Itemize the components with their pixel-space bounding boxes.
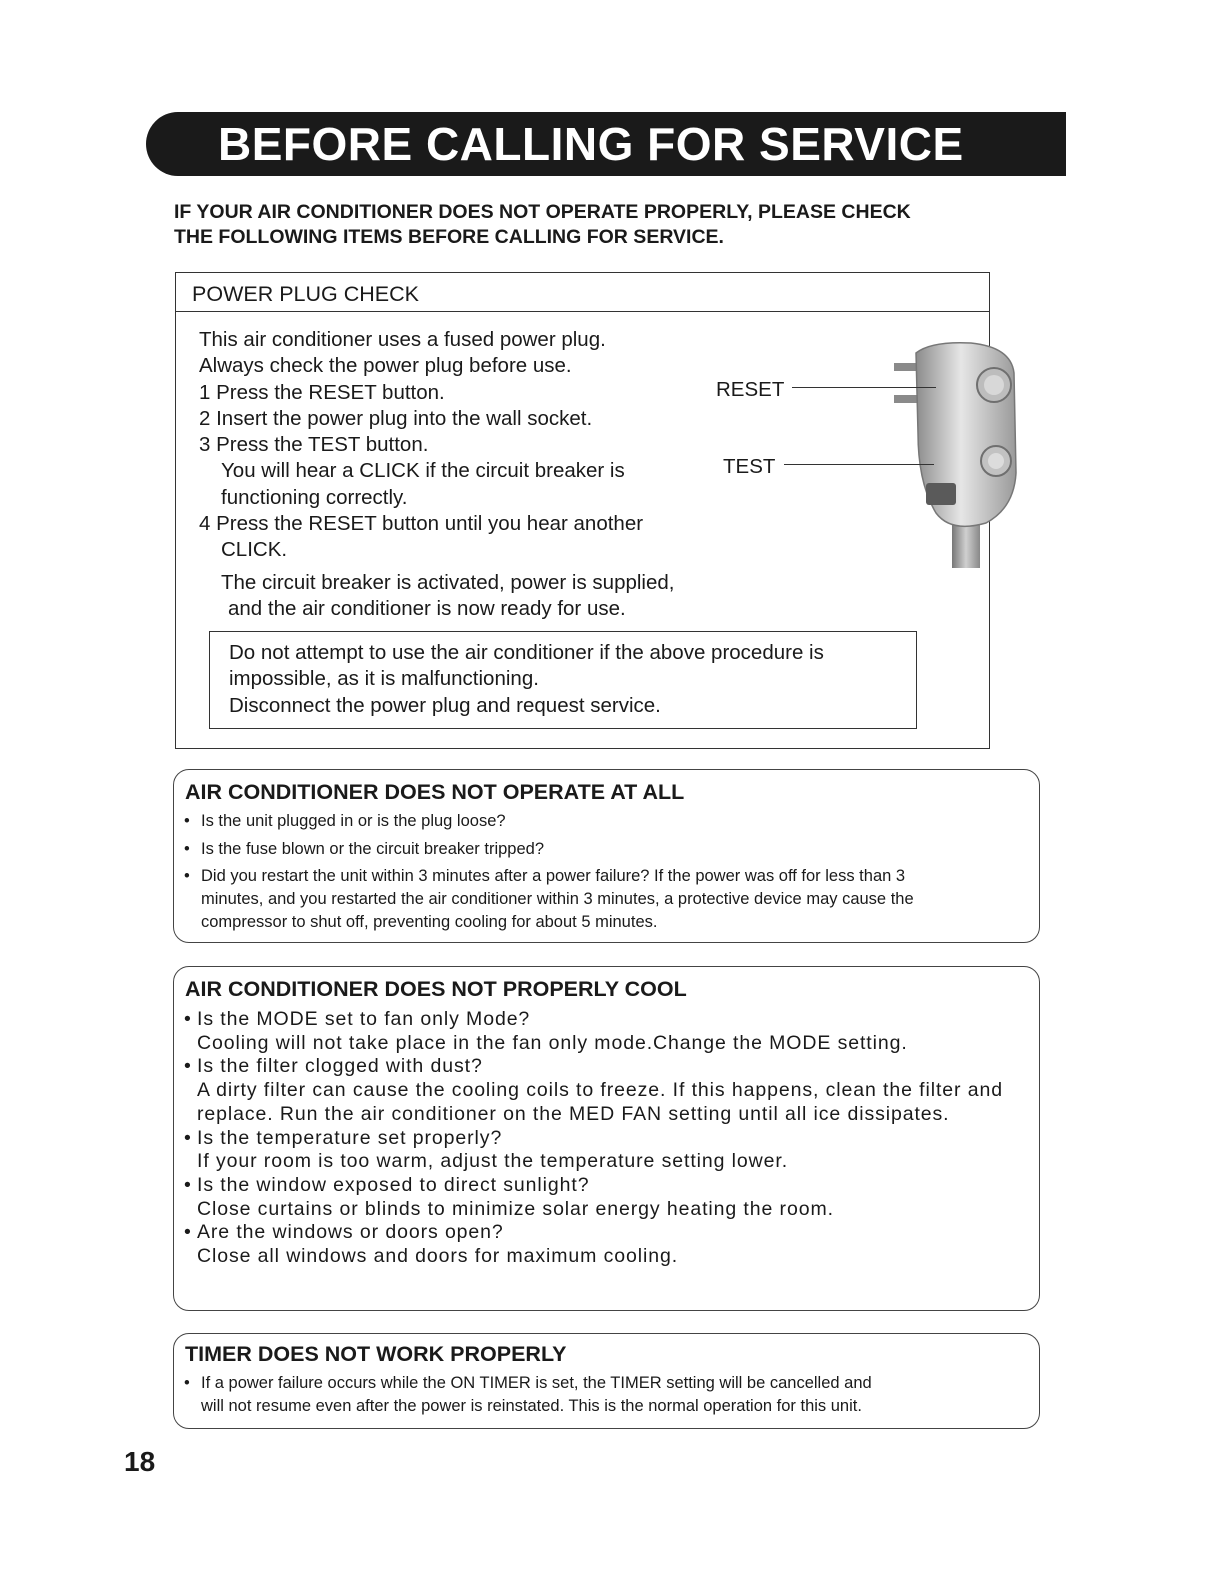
item-text: Is the fuse blown or the circuit breaker tripped? — [201, 839, 545, 858]
intro-line: THE FOLLOWING ITEMS BEFORE CALLING FOR SERVICE. — [174, 226, 724, 248]
power-plug-check-heading: POWER PLUG CHECK — [192, 282, 419, 306]
section-heading: TIMER DOES NOT WORK PROPERLY — [185, 1342, 567, 1366]
item-text: Is the unit plugged in or is the plug loose? — [201, 812, 506, 830]
reset-callout-label: RESET — [716, 378, 785, 401]
item-question: Is the window exposed to direct sunlight? — [197, 1173, 590, 1196]
item-text: compressor to shut off, preventing cooling for about 5 minutes. — [201, 913, 658, 931]
item-question: Is the MODE set to fan only Mode? — [197, 1008, 531, 1030]
title-banner — [146, 112, 1066, 176]
power-plug-instructions — [199, 327, 674, 622]
instruction-line: Always check the power plug before use. — [199, 354, 572, 378]
list-item: • Is the filter clogged with dust? A dirty filter can cause the cooling coils to freeze. If this happens, clean the filter and replace. Run the air conditioner on the MED FAN setting until all ice dissipates. — [184, 1055, 1003, 1125]
item-text: If a power failure occurs while the ON TIMER is set, the TIMER setting will be cancelled and — [201, 1374, 872, 1392]
section-does-not-cool — [173, 966, 1040, 1311]
page-title: BEFORE CALLING FOR SERVICE — [218, 118, 964, 170]
reset-callout-line — [792, 387, 936, 388]
instruction-line: This air conditioner uses a fused power plug. — [199, 328, 606, 351]
list-item: • If a power failure occurs while the ON TIMER is set, the TIMER setting will be cancelled and will not resume even after the power is reinstated. This is the normal operation for this unit. — [184, 1372, 872, 1418]
warning-box — [209, 631, 917, 729]
item-answer: replace. Run the air conditioner on the MED FAN setting until all ice dissipates. — [197, 1102, 950, 1125]
instruction-line: and the air conditioner is now ready for use. — [228, 596, 626, 620]
section-heading: AIR CONDITIONER DOES NOT PROPERLY COOL — [185, 977, 687, 1001]
list-item: • Is the fuse blown or the circuit breaker tripped? — [184, 838, 914, 861]
power-plug-illustration — [876, 333, 1036, 573]
item-text: Did you restart the unit within 3 minutes after a power failure? If the power was off for less than 3 — [201, 867, 906, 885]
power-plug-check-header — [176, 273, 989, 312]
item-answer: If your room is too warm, adjust the temperature setting lower. — [197, 1150, 789, 1173]
instruction-line: CLICK. — [221, 538, 288, 562]
item-answer: Cooling will not take place in the fan only mode.Change the MODE setting. — [197, 1031, 908, 1054]
item-text: will not resume even after the power is reinstated. This is the normal operation for this unit. — [201, 1397, 862, 1415]
instruction-step: 4 Press the RESET button until you hear another — [199, 512, 644, 536]
item-question: Is the filter clogged with dust? — [197, 1055, 483, 1078]
list-item: • Is the unit plugged in or is the plug loose? — [184, 810, 914, 833]
list-item: • Is the window exposed to direct sunlight? Close curtains or blinds to minimize solar energy heating the room. — [184, 1174, 1003, 1221]
warning-line: impossible, as it is malfunctioning. — [229, 667, 539, 691]
checklist — [184, 1008, 1003, 1269]
intro-line: IF YOUR AIR CONDITIONER DOES NOT OPERATE PROPERLY, PLEASE CHECK — [174, 201, 911, 223]
item-question: Are the windows or doors open? — [197, 1221, 504, 1244]
warning-line: Do not attempt to use the air conditioner if the above procedure is — [229, 641, 824, 664]
list-item: • Are the windows or doors open? Close all windows and doors for maximum cooling. — [184, 1221, 1003, 1268]
warning-line: Disconnect the power plug and request service. — [229, 693, 661, 717]
section-heading: AIR CONDITIONER DOES NOT OPERATE AT ALL — [185, 780, 685, 804]
item-text: minutes, and you restarted the air conditioner within 3 minutes, a protective device may cause the — [201, 890, 914, 908]
checklist — [184, 810, 914, 939]
item-answer: A dirty filter can cause the cooling coils to freeze. If this happens, clean the filter and — [197, 1079, 1003, 1102]
intro-text — [174, 200, 1034, 250]
item-answer: Close all windows and doors for maximum cooling. — [197, 1245, 679, 1268]
instruction-step: 3 Press the TEST button. — [199, 433, 429, 457]
instruction-line: functioning correctly. — [221, 485, 408, 509]
list-item: • Is the temperature set properly? If your room is too warm, adjust the temperature setting lower. — [184, 1127, 1003, 1174]
section-timer — [173, 1333, 1040, 1429]
instruction-step: 2 Insert the power plug into the wall socket. — [199, 406, 593, 430]
item-answer: Close curtains or blinds to minimize solar energy heating the room. — [197, 1197, 834, 1220]
test-callout-label: TEST — [723, 455, 776, 478]
section-does-not-operate — [173, 769, 1040, 943]
list-item: • Did you restart the unit within 3 minutes after a power failure? If the power was off for less than 3 minutes, and you restarted the air conditioner within 3 minutes, a protective device may cause the compressor to shut off, preventing cooling for about 5 minutes. — [184, 865, 914, 934]
item-question: Is the temperature set properly? — [197, 1126, 503, 1149]
page-number: 18 — [124, 1446, 156, 1477]
list-item: • Is the MODE set to fan only Mode? Cooling will not take place in the fan only mode.Change the MODE setting. — [184, 1008, 1003, 1055]
instruction-line: The circuit breaker is activated, power is supplied, — [221, 570, 675, 594]
test-callout-line — [784, 464, 934, 465]
instruction-line: You will hear a CLICK if the circuit breaker is — [221, 459, 625, 483]
checklist — [184, 1372, 872, 1418]
instruction-step: 1 Press the RESET button. — [199, 380, 445, 404]
power-plug-check-box — [175, 272, 990, 749]
